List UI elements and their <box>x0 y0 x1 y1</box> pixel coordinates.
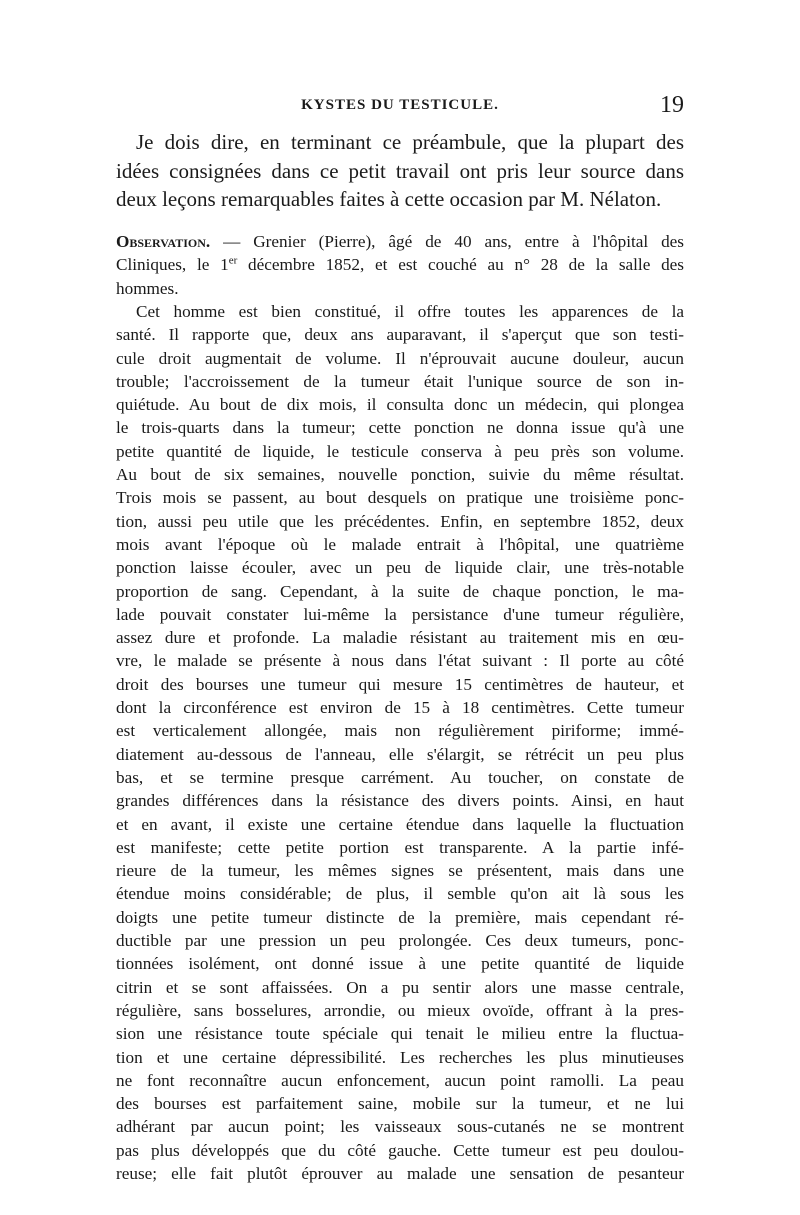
text-line: santé. Il rapporte que, deux ans auparavant, il s'aperçut que son testi- <box>116 325 684 345</box>
text-line: droit des bourses une tumeur qui mesure 15 centimètres de hauteur, et <box>116 674 684 694</box>
text-line: dont la circonférence est environ de 15 à 18 centimètres. Cette tumeur <box>116 698 684 718</box>
text-line: doigts une petite tumeur distincte de la première, mais cependant ré- <box>116 907 684 927</box>
text-line: Je dois dire, en terminant ce préambule, que la plupart des <box>136 130 684 154</box>
text-line: Au bout de six semaines, nouvelle ponction, suivie du même résultat. <box>116 465 684 485</box>
text-line: ductible par une pression un peu prolongée. Ces deux tumeurs, ponc- <box>116 931 684 951</box>
text-line: tionnées isolément, ont donné issue à une petite quantité de liquide <box>116 954 684 974</box>
observation-date-text: Cliniques, le 1 <box>116 255 229 275</box>
intro-paragraph <box>116 128 684 214</box>
text-line: citrin et se sont affaissées. On a pu sentir alors une masse centrale, <box>116 977 684 997</box>
text-line: adhérant par aucun point; les vaisseaux sous-cutanés ne se montrent <box>116 1117 684 1137</box>
observation-intro-text: — Grenier (Pierre), âgé de 40 ans, entre à l'hôpital des <box>210 232 684 251</box>
text-line: est manifeste; cette petite portion est transparente. A la partie infé- <box>116 837 684 857</box>
text-line: hommes. <box>116 278 179 298</box>
text-line: bas, et se termine presque carrément. Au toucher, on constate de <box>116 767 684 787</box>
text-line: idées consignées dans ce petit travail ont pris leur source dans <box>116 158 684 183</box>
text-line: petite quantité de liquide, le testicule conserva à peu près son volume. <box>116 441 684 461</box>
text-line: le trois-quarts dans la tumeur; cette ponction ne donna issue qu'à une <box>116 418 684 438</box>
text-line: Cet homme est bien constitué, il offre toutes les apparences de la <box>136 302 684 321</box>
text-line: quiétude. Au bout de dix mois, il consulta donc un médecin, qui plongea <box>116 395 684 415</box>
observation-bed-text: décembre 1852, et est couché au n° 28 de la salle des <box>237 255 684 275</box>
page-number: 19 <box>660 92 684 118</box>
text-line: tion et une certaine dépressibilité. Les recherches les plus minutieuses <box>116 1047 684 1067</box>
text-line: est verticalement allongée, mais non régulièrement piriforme; immé- <box>116 721 684 741</box>
text-line: étendue moins considérable; de plus, il semble qu'on ait là sous les <box>116 884 684 904</box>
text-line <box>116 253 684 276</box>
text-line: ponction laisse écouler, avec un peu de liquide clair, une très-notable <box>116 558 684 578</box>
text-line: lade pouvait constater lui-même la persistance d'une tumeur régulière, <box>116 604 684 624</box>
text-line: deux leçons remarquables faites à cette occasion par M. Nélaton. <box>116 187 662 211</box>
text-line: et en avant, il existe une certaine étendue dans laquelle la fluctuation <box>116 814 684 834</box>
text-line <box>116 230 684 253</box>
case-body-paragraph <box>116 300 684 1185</box>
superscript: er <box>228 254 238 267</box>
text-line: pas plus développés que du côté gauche. Cette tumeur est peu doulou- <box>116 1140 684 1160</box>
text-line: grandes différences dans la résistance des divers points. Ainsi, en haut <box>116 791 684 811</box>
text-line: sion une résistance toute spéciale qui tenait le milieu entre la fluctua- <box>116 1024 684 1044</box>
text-line: proportion de sang. Cependant, à la suite de chaque ponction, le ma- <box>116 581 684 601</box>
text-line: des bourses est parfaitement saine, mobile sur la tumeur, et ne lui <box>116 1094 684 1114</box>
text-line: mois avant l'époque où le malade entrait à l'hôpital, une quatrième <box>116 534 684 554</box>
text-line: trouble; l'accroissement de la tumeur était l'unique source de son in- <box>116 371 684 391</box>
text-line: cule droit augmentait de volume. Il n'éprouvait aucune douleur, aucun <box>116 348 684 368</box>
text-line: assez dure et profonde. La maladie résistant au traitement mis en œu- <box>116 628 684 648</box>
observation-heading-paragraph <box>116 230 684 300</box>
text-line: régulière, sans bosselures, arrondie, ou mieux ovoïde, offrant à la pres- <box>116 1000 684 1020</box>
text-line: rieure de la tumeur, les mêmes signes se présentent, mais dans une <box>116 861 684 881</box>
text-line: reuse; elle fait plutôt éprouver au malade une sensation de pesanteur <box>116 1163 684 1183</box>
text-line: ne font reconnaître aucun enfoncement, aucun point ramolli. La peau <box>116 1070 684 1090</box>
page-header <box>116 94 684 124</box>
text-line: vre, le malade se présente à nous dans l'état suivant : Il porte au côté <box>116 651 684 671</box>
running-title: KYSTES DU TESTICULE. <box>301 97 499 113</box>
observation-label: Observation. <box>116 232 211 251</box>
text-line: diatement au-dessous de l'anneau, elle s'élargit, se rétrécit un peu plus <box>116 744 684 764</box>
text-line: Trois mois se passent, au bout desquels on pratique une troisième ponc- <box>116 488 684 508</box>
text-line: tion, aussi peu utile que les précédentes. Enfin, en septembre 1852, deux <box>116 511 684 531</box>
